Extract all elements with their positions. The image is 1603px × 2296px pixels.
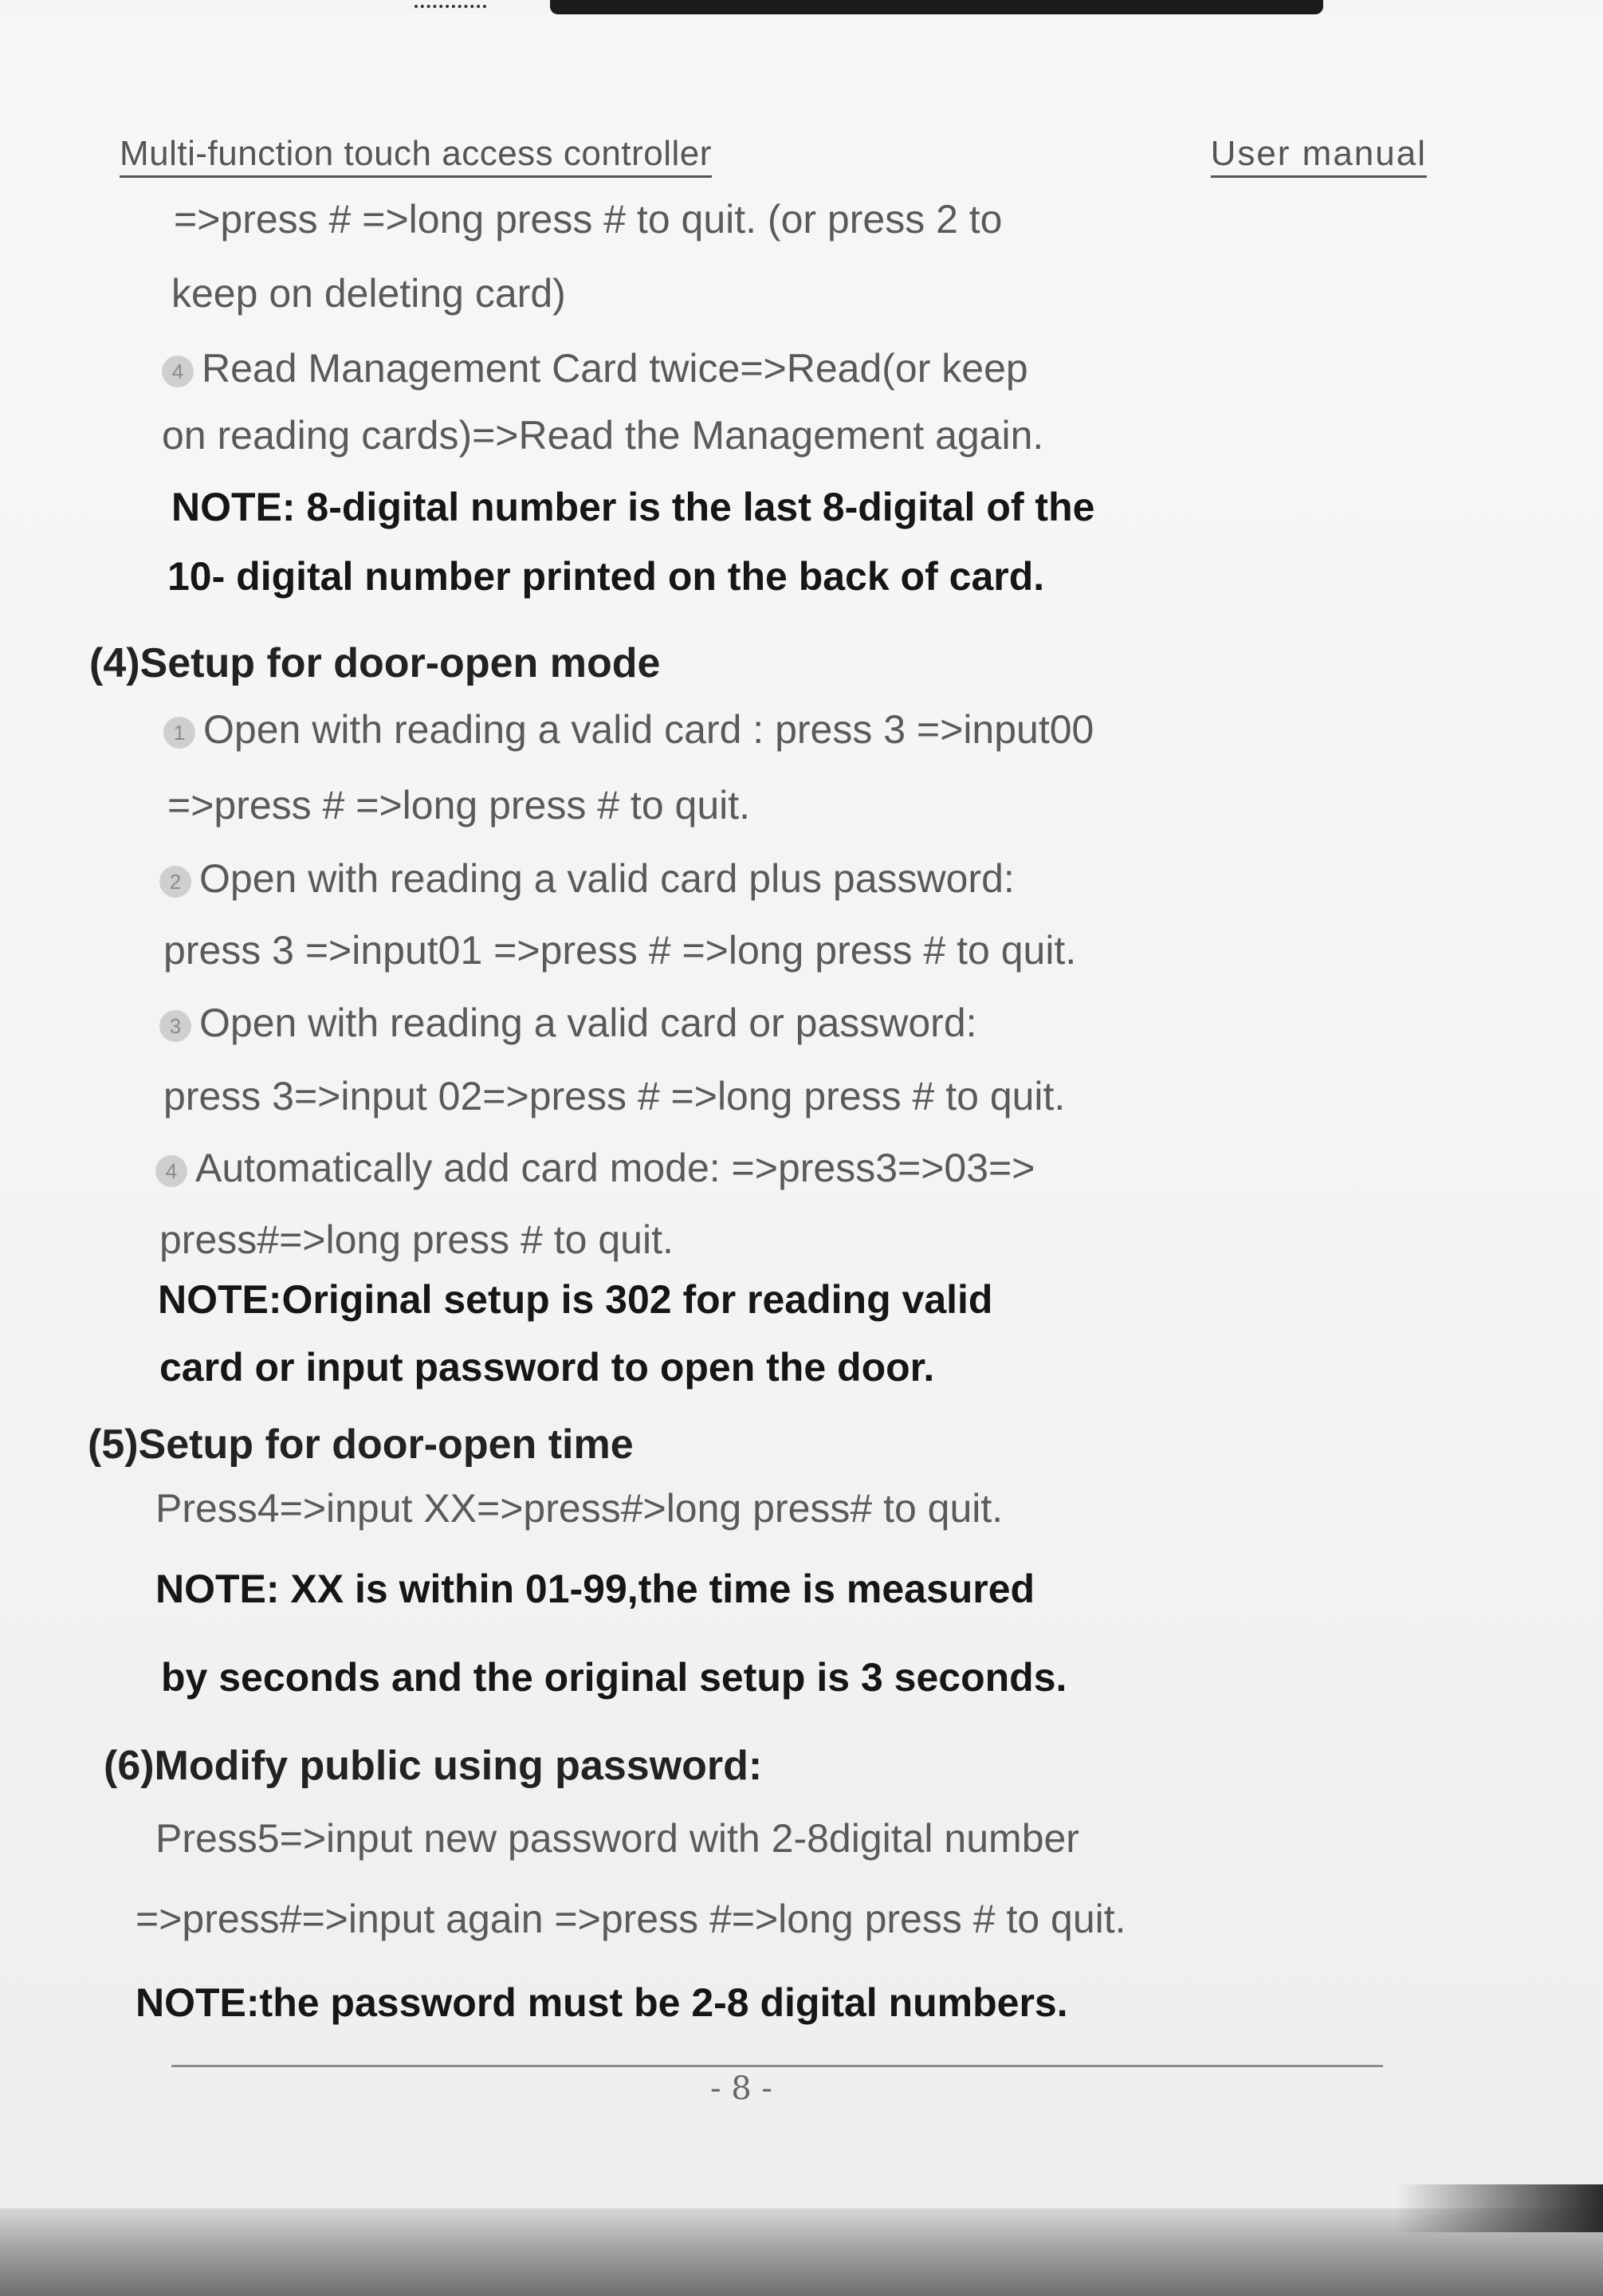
text-line: Press4=>input XX=>press#>long press# to quit.: [155, 1486, 1004, 1531]
running-header: [120, 134, 1427, 190]
text-line: press#=>long press # to quit.: [159, 1217, 674, 1262]
page-number: - 8 -: [710, 2070, 772, 2107]
section-heading: (4)Setup for door-open mode: [89, 640, 661, 686]
text-line: press 3 =>input01 =>press # =>long press # to quit.: [163, 928, 1077, 973]
step-text: Automatically add card mode: =>press3=>03=>: [195, 1146, 1035, 1190]
step-number-badge: 3: [159, 1010, 191, 1042]
photo-bottom-shadow: [0, 2208, 1603, 2296]
note-line: by seconds and the original setup is 3 seconds.: [161, 1655, 1067, 1700]
note-line: NOTE: XX is within 01-99,the time is measured: [155, 1567, 1035, 1611]
text-line: keep on deleting card): [171, 271, 566, 316]
note-line: 10- digital number printed on the back of card.: [167, 554, 1045, 599]
step-number-badge: 1: [163, 717, 195, 749]
step-item: [155, 1144, 1035, 1192]
note-line: NOTE:Original setup is 302 for reading valid: [158, 1277, 993, 1322]
text-line: =>press#=>input again =>press #=>long press # to quit.: [136, 1897, 1126, 1941]
section-heading: (5)Setup for door-open time: [88, 1421, 634, 1468]
step-number-badge: 4: [162, 356, 194, 387]
photo-top-specks: [415, 5, 486, 11]
text-line: Press5=>input new password with 2-8digital number: [155, 1816, 1079, 1861]
step-item: [159, 999, 977, 1047]
step-item: [163, 706, 1094, 753]
photo-top-edge: [550, 0, 1323, 14]
step-number-badge: 4: [155, 1155, 187, 1187]
step-item: [159, 855, 1015, 902]
footer-divider: [171, 2065, 1383, 2067]
text-line: =>press # =>long press # to quit.: [167, 783, 751, 828]
text-line: press 3=>input 02=>press # =>long press # to quit.: [163, 1074, 1066, 1119]
photo-corner-shadow: [1396, 2184, 1603, 2232]
section-heading: (6)Modify public using password:: [104, 1743, 763, 1789]
step-text: Open with reading a valid card : press 3 =>input00: [203, 707, 1094, 752]
header-doc-type: User manual: [1211, 134, 1427, 178]
note-line: NOTE: 8-digital number is the last 8-digital of the: [171, 485, 1095, 529]
note-line: card or input password to open the door.: [159, 1345, 935, 1390]
header-product-title: Multi-function touch access controller: [120, 134, 712, 178]
step-text: Read Management Card twice=>Read(or keep: [202, 346, 1028, 391]
text-line: =>press # =>long press # to quit. (or press 2 to: [174, 197, 1003, 242]
note-line: NOTE:the password must be 2-8 digital numbers.: [136, 1980, 1068, 2025]
step-number-badge: 2: [159, 866, 191, 898]
step-text: Open with reading a valid card or password:: [199, 1001, 977, 1045]
text-line: on reading cards)=>Read the Management again.: [162, 413, 1044, 458]
step-item: [162, 344, 1028, 392]
step-text: Open with reading a valid card plus password:: [199, 856, 1015, 901]
